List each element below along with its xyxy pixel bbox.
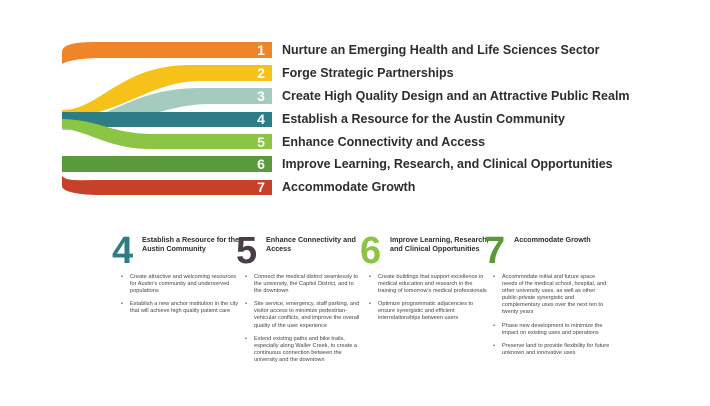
goal-row-7: [250, 178, 415, 196]
ribbon-green: [62, 156, 272, 172]
goal-number: 2: [257, 65, 265, 81]
goal-row-4: [250, 110, 565, 128]
detail-title: Improve Learning, Research, and Clinical Opportunities: [390, 235, 489, 253]
ribbon-orange: [62, 42, 272, 64]
detail-bullet: • Accommodate initial and future space needs of the medical school, hospital, and other university uses, as well as other public-private synergistic and complementary uses over the next ten to twenty years: [493, 274, 611, 317]
goal-row-6: [250, 155, 613, 173]
detail-title: Establish a Resource for the Austin Community: [142, 235, 240, 253]
goal-label: Create High Quality Design and an Attractive Public Realm: [282, 89, 630, 103]
detail-bullets: [484, 274, 611, 363]
goal-label: Accommodate Growth: [282, 180, 416, 194]
detail-title: Accommodate Growth: [514, 235, 591, 244]
goal-row-5: [250, 133, 485, 151]
goal-number: 5: [257, 134, 265, 150]
goal-label: Forge Strategic Partnerships: [282, 66, 454, 80]
detail-title: Enhance Connectivity and Access: [266, 235, 356, 253]
goal-label: Establish a Resource for the Austin Community: [282, 112, 565, 126]
goal-label: Improve Learning, Research, and Clinical Opportunities: [282, 157, 613, 171]
goal-number: 1: [257, 42, 265, 58]
detail-number: 7: [484, 230, 506, 272]
detail-bullet: • Establish a new anchor institution in the city that will achieve high quality patient care: [121, 301, 239, 315]
detail-bullet: • Create attractive and welcoming resources for Austin's community and underserved populations: [121, 274, 239, 295]
goal-row-2: [250, 64, 454, 82]
detail-bullet: • Extend existing paths and bike trails, especially along Waller Creek, to create a continuous connection between the university and the downtown: [245, 336, 363, 364]
detail-number: 6: [360, 230, 382, 272]
goal-number: 7: [257, 179, 265, 195]
detail-bullets: [112, 274, 239, 321]
detail-bullet: • Create buildings that support excellence in medical education and research in the training of tomorrow's medical professionals: [369, 274, 487, 295]
detail-bullets: [360, 274, 487, 329]
detail-number: 4: [112, 230, 134, 272]
detail-number: 5: [236, 230, 258, 272]
goal-number: 4: [257, 111, 265, 127]
detail-bullets: [236, 274, 363, 370]
goal-number: 3: [257, 88, 265, 104]
detail-bullet: • Phase new development to minimize the impact on existing uses and operations: [493, 323, 611, 337]
detail-bullet: • Connect the medical district seamlessly to the university, the Capitol District, and to the downtown: [245, 274, 363, 295]
goal-row-3: [250, 87, 630, 105]
goal-row-1: [250, 41, 599, 59]
goal-label: Nurture an Emerging Health and Life Sciences Sector: [282, 43, 600, 57]
detail-bullet: • Site service, emergency, staff parking, and visitor access to minimize pedestrian-vehicular conflicts, and improve the overall quality of the user experience: [245, 301, 363, 329]
goal-number: 6: [257, 156, 265, 172]
goal-label: Enhance Connectivity and Access: [282, 135, 486, 149]
ribbon-red: [62, 174, 272, 195]
detail-bullet: • Optimize programmatic adjacencies to ensure synergistic and efficient interrelationships between users: [369, 301, 487, 322]
detail-bullet: • Preserve land to provide flexibility for future unknown and innovative uses: [493, 343, 611, 357]
